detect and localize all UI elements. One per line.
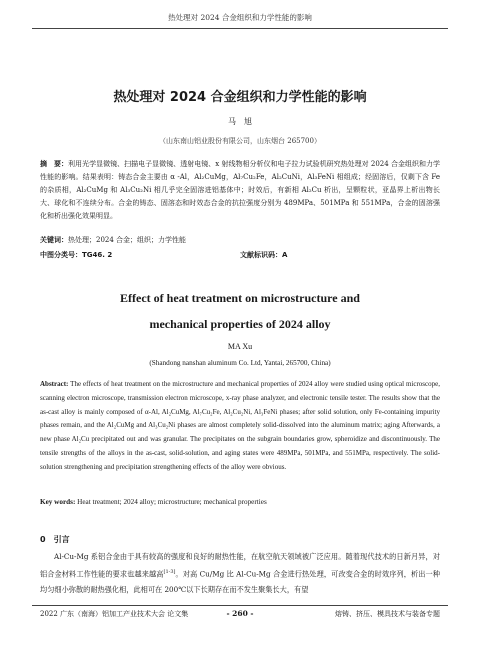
footer-topic: 熔铸、挤压、模具技术与装备专题 <box>335 610 440 618</box>
english-title-line-1: Effect of heat treatment on microstructure and <box>120 291 360 305</box>
chinese-abstract-text: 利用光学显微镜、扫描电子显微镜、透射电镜、x 射线物相分析仪和电子拉力试验机研究热处理对 2024 合金组织和力学性能的影响。结果表明：铸态合金主要由 α -Al，Al₂CuMg，Al₇Cu₂Fe，Al₂CuNi，Al₃FeNi 相组成；经固溶后，仅剩下含 Fe 的杂质相，Al₂CuMg 和 Al₃Cu₂Ni 相几乎完全固溶进铝基体中；时效后，有新相 Al₂Cu 析出，呈颗粒状，亚晶界上析出物长大、球化和不连续分布。合金的铸态、固溶态和时效态合金的抗拉强度分别为 489MPa、501MPa 和 551MPa，合金的固溶强化和析出强化效果明显。 <box>40 160 441 220</box>
chinese-keywords-text: 热处理；2024 合金；组织；力学性能 <box>68 236 187 244</box>
chinese-affiliation: （山东南山铝业股份有限公司，山东烟台 265700） <box>159 137 321 145</box>
english-author: MA Xu <box>227 342 253 351</box>
english-affiliation: (Shandong nanshan aluminum Co. Ltd, Yantai, 265700, China) <box>149 359 331 367</box>
chinese-title: 热处理对 2024 合金组织和力学性能的影响 <box>113 90 367 105</box>
footer-rule <box>32 605 448 606</box>
chinese-author: 马 旭 <box>228 117 252 126</box>
section-heading-introduction: 0 引言 <box>40 535 70 544</box>
english-abstract-text: The effects of heat treatment on the microstructure and mechanical properties of 2024 alloy were studied using optical microscope, scanning electron microscope, transmission electron microscope, x-ray phase analyzer, and electronic tensile tester. The results show that the as-cast alloy is mainly composed of α-Al, Al₂CuMg, Al₇Cu₂Fe, Al₂Cu₂Ni, Al₃FeNi phases; after solid solution, only Fe-containing impurity phases remain, and the Al₂CuMg and Al₃Cu₂Ni phases are almost completely solid-dissolved into the aluminum matrix; aging Afterwards, a new phase Al₂Cu precipitated out and was granular. The precipitates on the subgrain boundaries grow, spheroidize and discontinuously. The tensile strengths of the alloys in the as-cast, solid-solution, and aging states were 489MPa, 501MPa, and 551MPa, respectively. The solid-solution strengthening and precipitation strengthening effects of the alloy were obvious. <box>40 380 441 471</box>
english-title <box>0 285 480 337</box>
english-keywords-text: Heat treatment; 2024 alloy; microstructure; mechanical properties <box>77 498 267 506</box>
running-header: 热处理对 2024 合金组织和力学性能的影响 <box>168 13 312 22</box>
english-title-line-2: mechanical properties of 2024 alloy <box>149 317 331 331</box>
chinese-abstract <box>40 158 440 223</box>
citation-reference: [1-3] <box>163 568 176 575</box>
chinese-keywords <box>40 234 440 247</box>
english-keywords-label: Key words: <box>40 498 76 506</box>
introduction-paragraph <box>40 549 440 597</box>
header-rule <box>32 28 448 29</box>
document-code: 文献标识码：A <box>240 251 288 259</box>
chinese-abstract-label: 摘 要： <box>40 160 69 168</box>
intro-text-part-1: Al-Cu-Mg 系铝合金由于具有较高的强度和良好的耐热性能，在航空航天领域被广泛应用。随着现代技术的日新月异，对铝合金材料工作性能的要求也越来越高 <box>40 552 440 578</box>
english-keywords <box>40 496 440 509</box>
english-abstract-label: Abstract: <box>40 380 69 388</box>
chinese-keywords-label: 关键词： <box>40 236 68 244</box>
class-number: 中图分类号：TG46. 2 <box>40 251 113 259</box>
intro-text-part-2: 。对高 Cu/Mg 比 Al-Cu-Mg 合金进行热处理，可改变合金的时效序列，析出一种均匀细小弥散的耐热强化相，此相可在 200℃以下长期存在而不发生聚集长大，有望 <box>40 568 440 594</box>
footer-proceedings: 2022 广东（南海）铝加工产业技术大会 论文集 <box>40 610 189 618</box>
page-number: - 260 - <box>226 609 254 618</box>
english-abstract <box>40 378 440 475</box>
